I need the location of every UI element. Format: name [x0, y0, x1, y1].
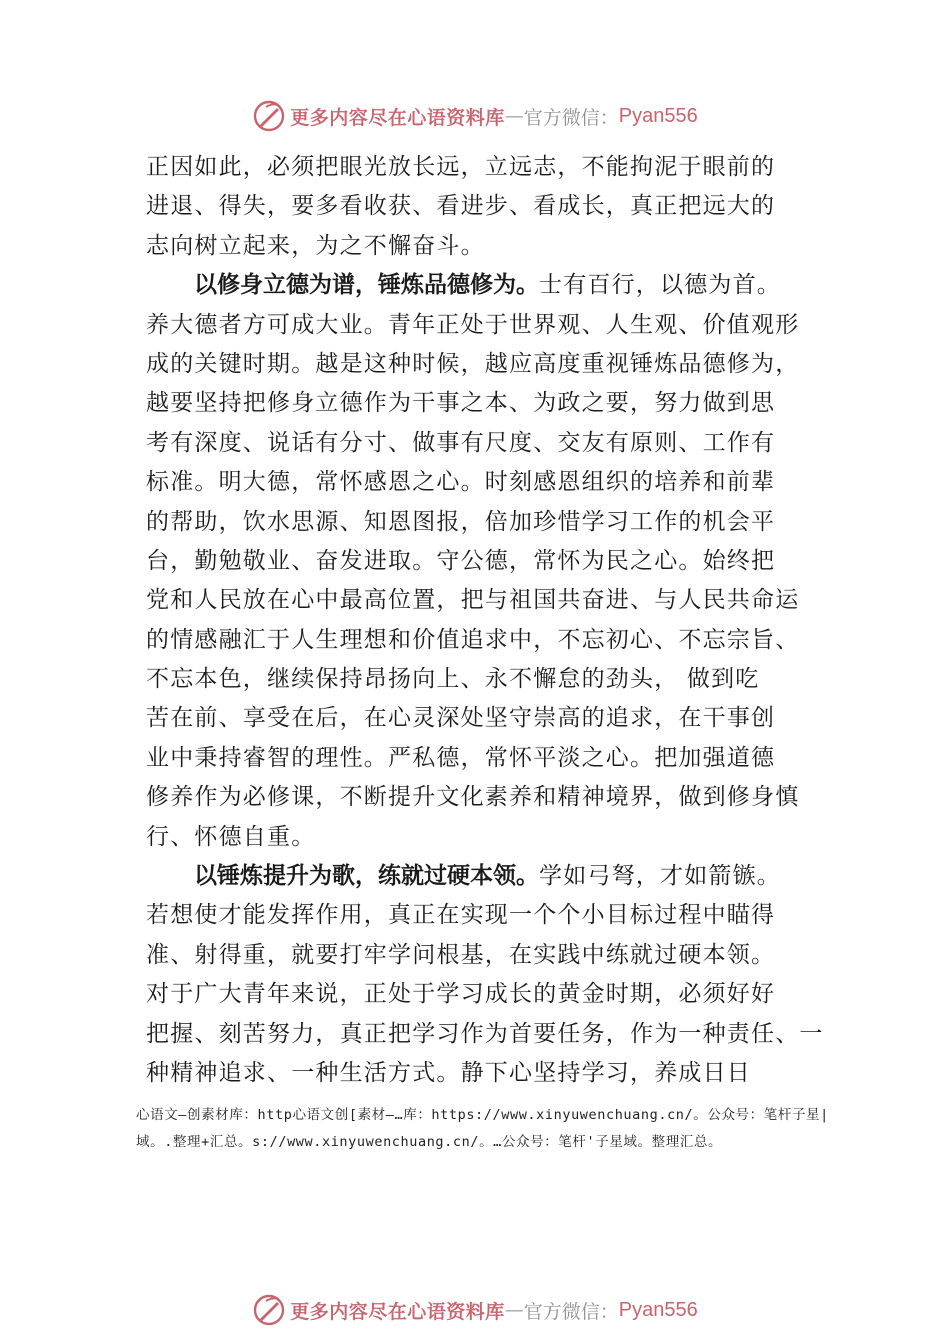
paragraph-heading-line	[146, 857, 826, 896]
banner-wechat-label: 官方微信：	[523, 1300, 619, 1323]
line-text: 台，勤勉敬业、奋发进取。守公德，常怀为民之心。始终把	[146, 547, 776, 574]
banner-title: 更多内容尽在心语资料库	[290, 106, 505, 129]
pen-logo-icon	[252, 99, 286, 133]
line-text: 考有深度、说话有分寸、做事有尺度、交友有原则、工作有	[146, 429, 776, 456]
document-body	[146, 148, 826, 1093]
line-text: 正因如此，必须把眼光放长远，立远志，不能拘泥于眼前的	[146, 154, 776, 180]
header-banner	[0, 96, 950, 136]
line-text: 党和人民放在心中最高位置，把与祖国共奋进、与人民共命运	[146, 587, 800, 614]
text-line	[146, 503, 826, 542]
text-line	[146, 621, 826, 660]
text-line	[146, 227, 826, 266]
line-text: 种精神追求、一种生活方式。静下心坚持学习，养成日日	[146, 1059, 751, 1086]
line-text: 苦在前、享受在后，在心灵深处坚守崇高的追求，在干事创	[146, 705, 776, 732]
paragraph-heading-line	[146, 266, 826, 305]
line-text: 成的关键时期。越是这种时候，越应高度重视锤炼品德修为，	[146, 350, 800, 377]
line-text: 进退、得失，要多看收获、看进步、看成长，真正把远大的	[146, 193, 776, 220]
text-line	[146, 148, 826, 187]
text-line	[146, 1015, 826, 1054]
text-line	[146, 739, 826, 778]
text-line	[146, 542, 826, 581]
line-text: 准、射得重，就要打牢学问根基，在实践中练就过硬本领。	[146, 941, 776, 968]
text-line	[146, 778, 826, 817]
line-text: 行、怀德自重。	[146, 823, 316, 850]
banner-separator: —	[504, 105, 524, 127]
line-text: 学如弓弩，才如箭镞。	[539, 863, 781, 890]
banner-wechat-label: 官方微信：	[523, 106, 619, 129]
line-text: 志向树立起来，为之不懈奋斗。	[146, 232, 485, 259]
paragraph-heading: 以锤炼提升为歌，练就过硬本领。	[194, 863, 539, 890]
line-text: 不忘本色，继续保持昂扬向上、永不懈怠的劲头， 做到吃	[146, 666, 760, 693]
text-line	[146, 424, 826, 463]
line-text: 的帮助，饮水思源、知恩图报，倍加珍惜学习工作的机会平	[146, 508, 776, 535]
line-text: 越要坚持把修身立德作为干事之本、为政之要，努力做到思	[146, 390, 776, 417]
text-line	[146, 936, 826, 975]
text-line	[146, 896, 826, 935]
line-text: 修养作为必修课，不断提升文化素养和精神境界，做到修身慎	[146, 784, 800, 811]
line-text: 养大德者方可成大业。青年正处于世界观、人生观、价值观形	[146, 311, 800, 338]
line-text: 若想使才能发挥作用，真正在实现一个个小目标过程中瞄得	[146, 902, 776, 929]
paragraph-heading: 以修身立德为谱，锤炼品德修为。	[194, 272, 539, 299]
text-line	[146, 581, 826, 620]
line-text: 标准。明大德，常怀感恩之心。时刻感恩组织的培养和前辈	[146, 469, 776, 496]
line-text: 对于广大青年来说，正处于学习成长的黄金时期，必须好好	[146, 981, 776, 1008]
banner-wechat-id: Pyan556	[618, 104, 698, 127]
text-line	[146, 1054, 826, 1093]
text-line	[146, 187, 826, 226]
pen-logo-icon	[252, 1293, 286, 1327]
banner-wechat-id: Pyan556	[618, 1298, 698, 1321]
text-line	[146, 384, 826, 423]
line-text: 把握、刻苦努力，真正把学习作为首要任务，作为一种责任、一	[146, 1020, 824, 1047]
line-text: 业中秉持睿智的理性。严私德，常怀平淡之心。把加强道德	[146, 744, 776, 771]
text-line	[146, 818, 826, 857]
footer-banner	[0, 1290, 950, 1330]
text-line	[146, 345, 826, 384]
banner-separator: —	[504, 1299, 524, 1321]
banner-title: 更多内容尽在心语资料库	[290, 1300, 505, 1323]
text-line	[146, 463, 826, 502]
text-line	[146, 660, 826, 699]
text-line	[146, 306, 826, 345]
source-note: 心语文—创素材库：http心语文创[素材—…库：https://www.xinyuwenchuang.cn/。公众号：笔杆子星|域。.整理+汇总。s://www.xinyuwenchuang.cn/。…公众号：笔杆'子星域。整理汇总。	[136, 1107, 829, 1150]
line-text: 士有百行，以德为首。	[539, 272, 781, 299]
line-text: 的情感融汇于人生理想和价值追求中，不忘初心、不忘宗旨、	[146, 626, 800, 653]
text-line	[146, 699, 826, 738]
text-line	[146, 975, 826, 1014]
